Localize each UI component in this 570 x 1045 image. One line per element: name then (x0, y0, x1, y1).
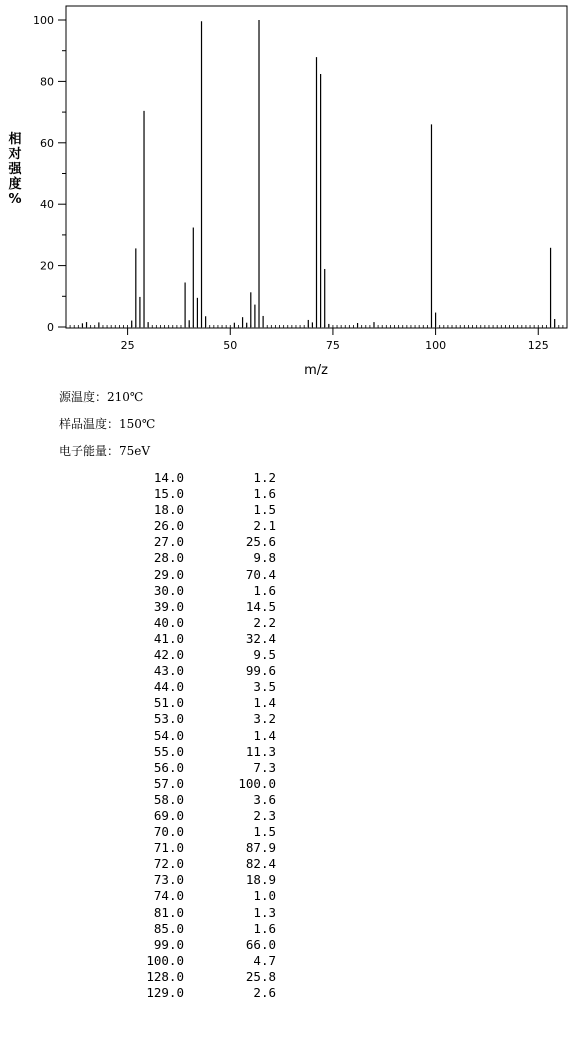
peak-intensity: 82.4 (245, 856, 276, 872)
table-row (120, 470, 276, 486)
table-row (120, 518, 276, 534)
condition-value: 75eV (119, 444, 151, 458)
peak-intensity: 1.3 (253, 904, 276, 920)
table-row (120, 502, 276, 518)
table-row (120, 663, 276, 679)
peak-intensity: 3.6 (253, 791, 276, 807)
peak-mz: 99.0 (153, 936, 184, 952)
table-row (120, 872, 276, 888)
peak-intensity: 1.2 (253, 470, 276, 485)
y-tick-label: 80 (40, 75, 54, 89)
y-tick-label: 0 (47, 321, 54, 334)
table-row (120, 840, 276, 856)
table-row (120, 550, 276, 566)
condition-line (59, 413, 155, 440)
table-row (120, 776, 276, 792)
x-tick-label: 100 (425, 339, 447, 352)
condition-label: 源温度： (59, 390, 108, 404)
table-row (120, 728, 276, 744)
peak-mz: 51.0 (153, 695, 184, 711)
peak-intensity: 32.4 (245, 630, 276, 646)
peak-intensity: 9.8 (253, 550, 276, 566)
y-tick-label: 60 (40, 136, 54, 150)
table-row (120, 905, 276, 921)
peak-mz: 41.0 (153, 630, 184, 646)
peak-intensity: 70.4 (245, 566, 276, 582)
peak-mz: 74.0 (153, 888, 184, 904)
table-row (120, 567, 276, 583)
table-row (120, 824, 276, 840)
peak-mz: 72.0 (153, 856, 184, 872)
peak-intensity: 3.5 (253, 679, 276, 695)
x-tick-label: 125 (527, 339, 549, 352)
acquisition-conditions (59, 386, 155, 467)
table-row (120, 792, 276, 808)
peak-mz: 58.0 (153, 791, 184, 807)
minor-ticks (62, 51, 563, 328)
peak-intensity: 2.3 (253, 807, 276, 823)
peak-mz: 28.0 (153, 550, 184, 566)
peak-intensity: 4.7 (253, 952, 276, 968)
peak-mz: 39.0 (153, 598, 184, 614)
peak-mz: 53.0 (153, 711, 184, 727)
x-axis-title: m/z (304, 363, 328, 378)
peak-intensity: 7.3 (253, 759, 276, 775)
peak-intensity: 2.6 (253, 985, 276, 1000)
peak-mz: 14.0 (153, 470, 184, 485)
y-axis-title-char: 强 (8, 162, 22, 177)
y-tick-label: 100 (33, 14, 54, 27)
peak-mz: 56.0 (153, 759, 184, 775)
table-row (120, 953, 276, 969)
table-row (120, 888, 276, 904)
condition-line (59, 440, 155, 467)
peak-intensity: 1.5 (253, 824, 276, 840)
table-row (120, 744, 276, 760)
peak-mz: 44.0 (153, 679, 184, 695)
peak-intensity: 25.8 (245, 968, 276, 984)
table-row (120, 711, 276, 727)
peak-mz: 42.0 (153, 647, 184, 663)
peak-intensity: 1.4 (253, 695, 276, 711)
peak-mz: 73.0 (153, 872, 184, 888)
peak-mz: 26.0 (153, 518, 184, 534)
peak-mz: 18.0 (153, 502, 184, 518)
table-row (120, 921, 276, 937)
y-axis-title (4, 132, 26, 207)
peak-mz: 100.0 (146, 952, 184, 968)
peak-intensity: 87.9 (245, 840, 276, 856)
table-row (120, 486, 276, 502)
peak-mz: 85.0 (153, 920, 184, 936)
table-row (120, 534, 276, 550)
y-axis-title-char: 度 (8, 177, 22, 192)
table-row (120, 937, 276, 953)
peak-intensity: 1.6 (253, 486, 276, 502)
peak-mz: 29.0 (153, 566, 184, 582)
peak-mz: 70.0 (153, 824, 184, 840)
peak-intensity: 25.6 (245, 534, 276, 550)
peak-mz: 40.0 (153, 614, 184, 630)
peak-table (120, 470, 276, 1001)
x-axis (121, 328, 549, 352)
peak-mz: 71.0 (153, 840, 184, 856)
condition-label: 电子能量： (59, 444, 120, 458)
peak-intensity: 1.5 (253, 502, 276, 518)
y-axis-title-char: % (8, 192, 22, 207)
x-tick-label: 25 (120, 339, 135, 352)
peak-intensity: 18.9 (245, 872, 276, 888)
mass-spectrum-chart (0, 0, 570, 380)
table-row (120, 631, 276, 647)
peak-intensity: 2.1 (253, 518, 276, 534)
table-row (120, 808, 276, 824)
peak-intensity: 1.6 (253, 920, 276, 936)
y-axis-title-char: 对 (8, 147, 22, 162)
table-row (120, 985, 276, 1001)
peak-intensity: 100.0 (238, 775, 276, 791)
peak-intensity: 14.5 (245, 598, 276, 614)
table-row (120, 695, 276, 711)
peak-intensity: 9.5 (253, 647, 276, 663)
peak-mz: 129.0 (146, 985, 184, 1000)
table-row (120, 856, 276, 872)
peak-intensity: 1.4 (253, 727, 276, 743)
peak-intensity: 3.2 (253, 711, 276, 727)
peak-mz: 57.0 (153, 775, 184, 791)
peak-intensity: 99.6 (245, 663, 276, 679)
peak-mz: 55.0 (153, 743, 184, 759)
peak-mz: 30.0 (153, 582, 184, 598)
spectrum-bars (82, 20, 554, 327)
table-row (120, 647, 276, 663)
x-tick-label: 75 (325, 339, 340, 352)
peak-intensity: 1.0 (253, 888, 276, 904)
table-row (120, 760, 276, 776)
peak-mz: 69.0 (153, 807, 184, 823)
table-row (120, 599, 276, 615)
condition-value: 150℃ (119, 417, 156, 431)
peak-intensity: 66.0 (245, 936, 276, 952)
table-row (120, 583, 276, 599)
condition-label: 样品温度： (59, 417, 120, 431)
y-tick-label: 40 (40, 198, 54, 212)
condition-line (59, 386, 155, 413)
x-tick-label: 50 (223, 339, 238, 352)
table-row (120, 969, 276, 985)
peak-mz: 27.0 (153, 534, 184, 550)
peak-mz: 54.0 (153, 727, 184, 743)
y-axis-title-char: 相 (8, 132, 22, 147)
table-row (120, 679, 276, 695)
y-tick-label: 20 (40, 259, 54, 273)
condition-value: 210℃ (107, 390, 144, 404)
y-axis (33, 14, 66, 334)
peak-mz: 81.0 (153, 904, 184, 920)
peak-intensity: 11.3 (245, 743, 276, 759)
peak-mz: 43.0 (153, 663, 184, 679)
peak-mz: 128.0 (146, 968, 184, 984)
peak-intensity: 1.6 (253, 582, 276, 598)
peak-mz: 15.0 (153, 486, 184, 502)
peak-intensity: 2.2 (253, 614, 276, 630)
table-row (120, 615, 276, 631)
